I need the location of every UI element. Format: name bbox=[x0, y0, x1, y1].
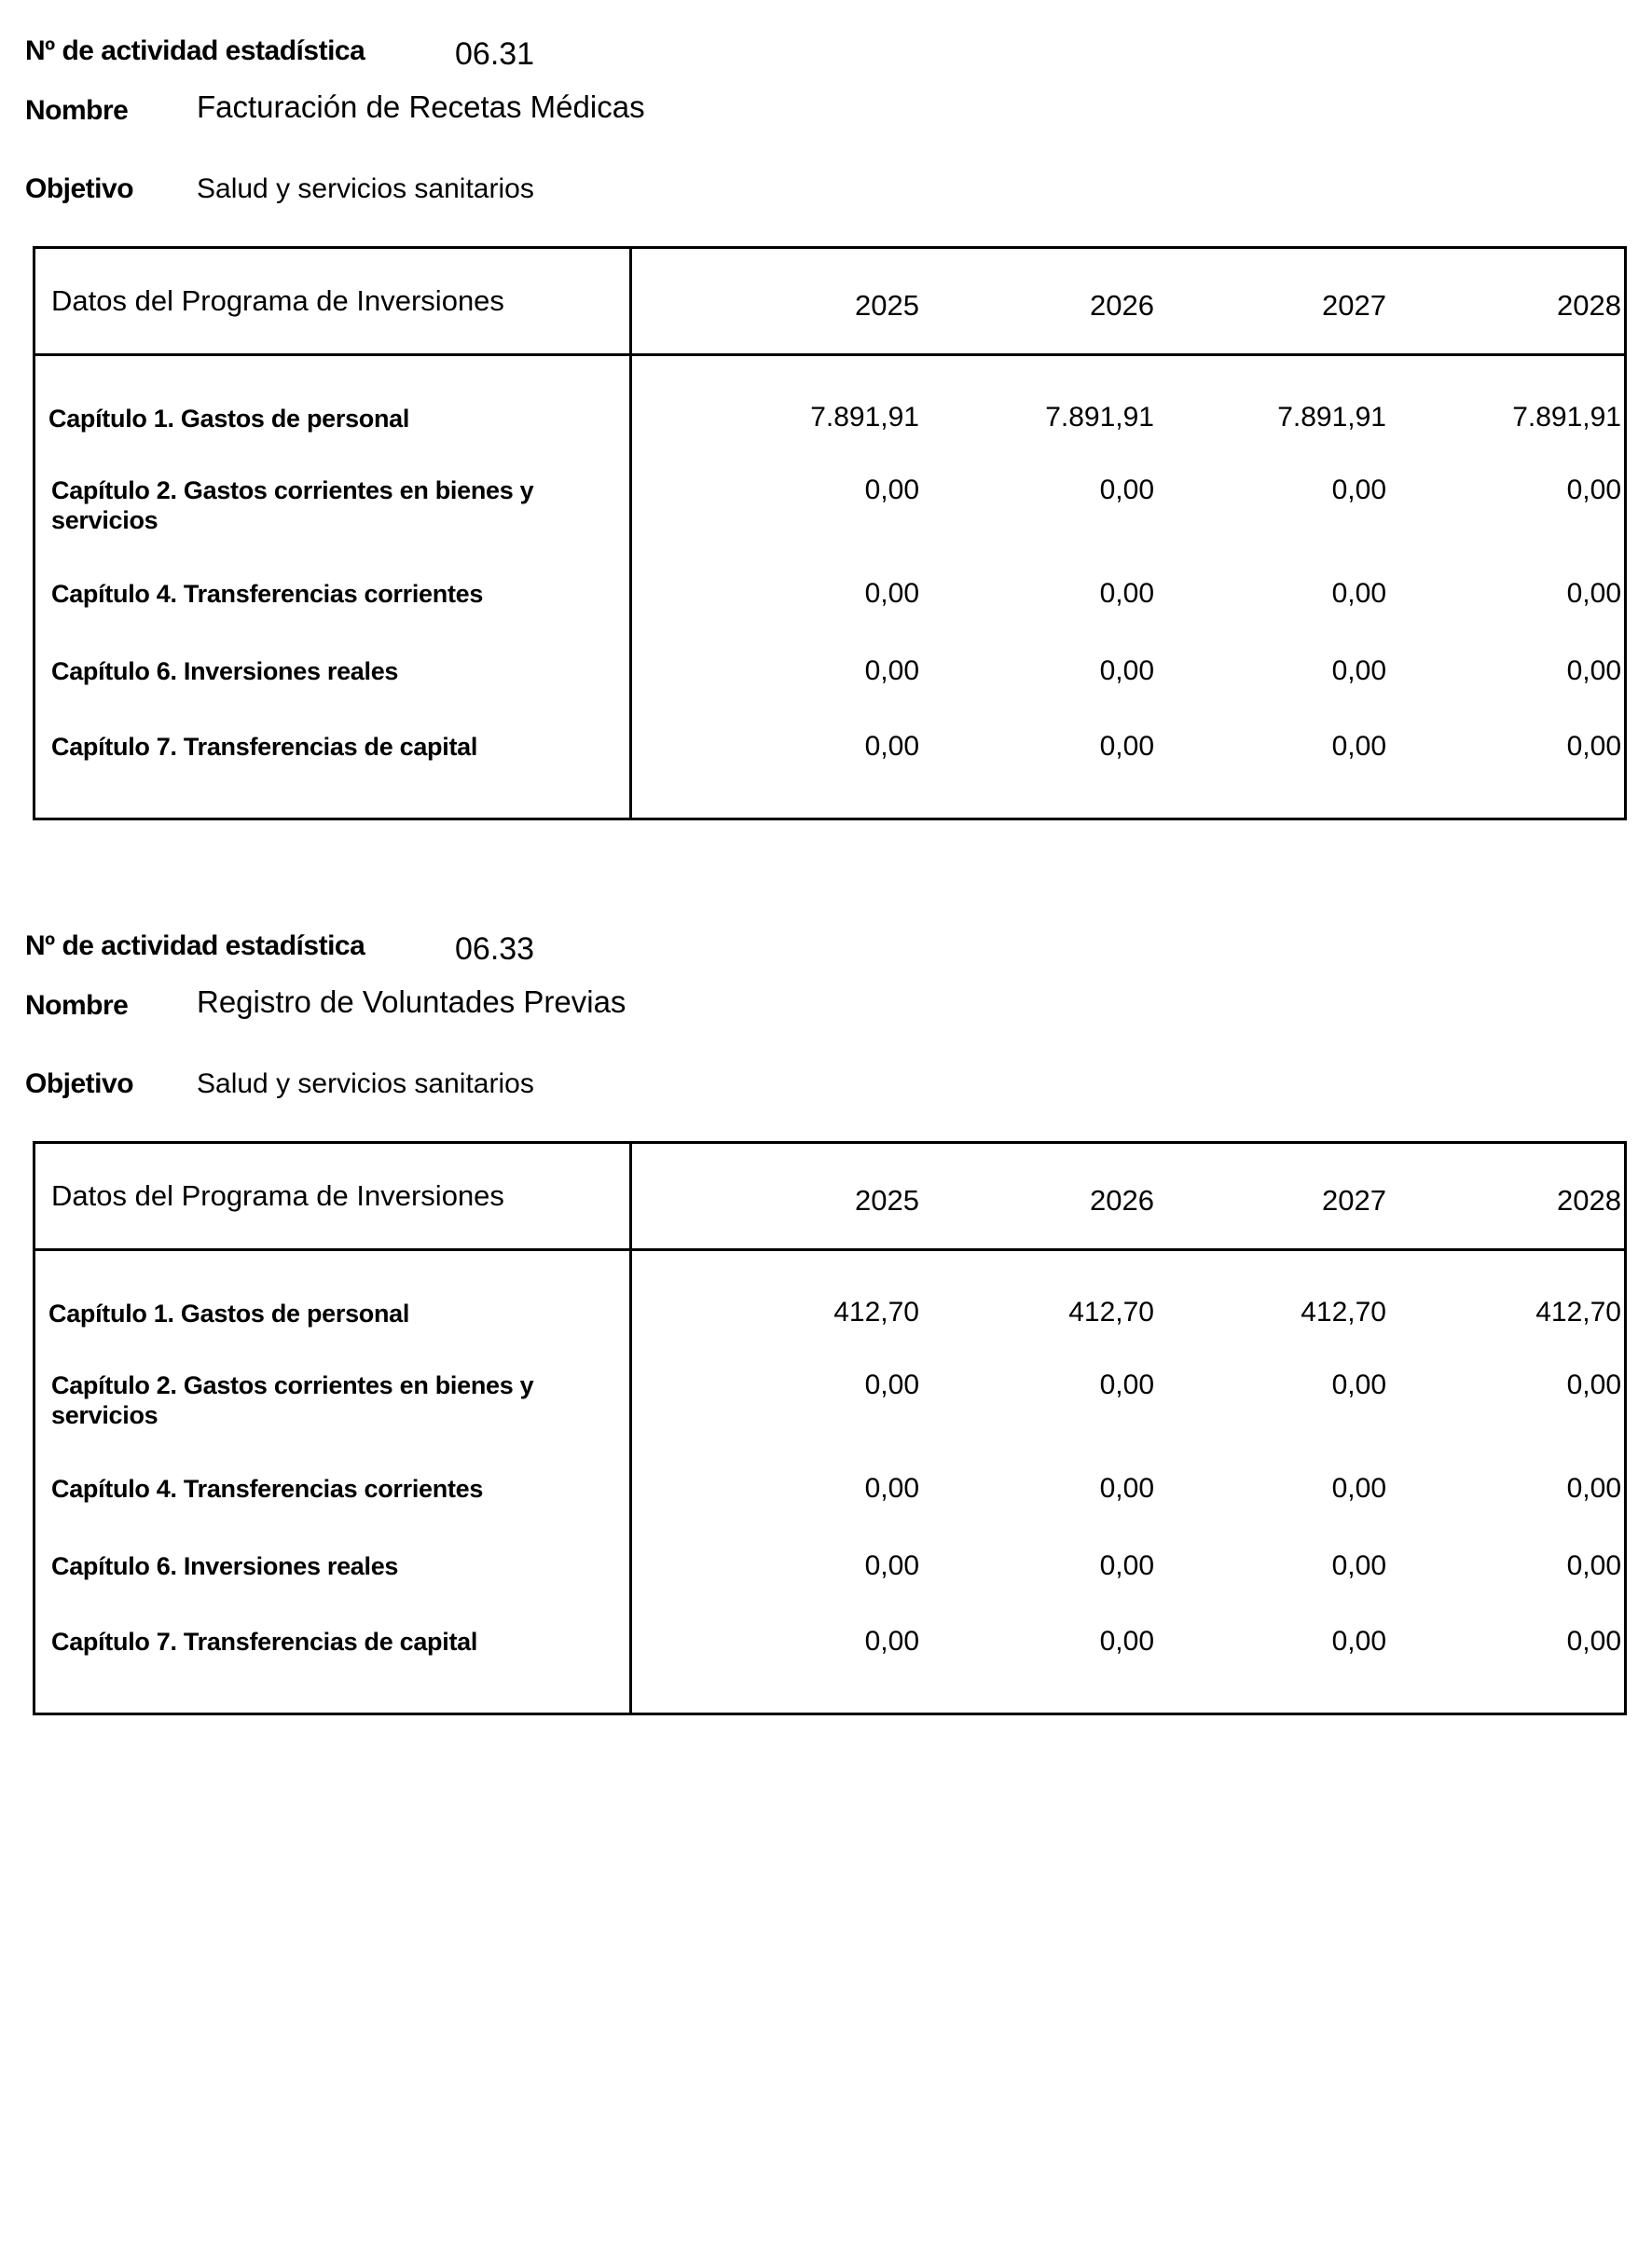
table-cell: 0,00 bbox=[864, 1626, 919, 1657]
objective-label: Objetivo bbox=[25, 1068, 134, 1099]
table-cell: 0,00 bbox=[1099, 578, 1154, 609]
table-cell: 7.891,91 bbox=[1512, 402, 1621, 433]
year-header: 2027 bbox=[1322, 1184, 1386, 1217]
table-cell: 0,00 bbox=[1566, 578, 1621, 609]
table-cell: 0,00 bbox=[1099, 1369, 1154, 1400]
table-cell: 0,00 bbox=[864, 1473, 919, 1504]
table-row-label: Capítulo 4. Transferencias corrientes bbox=[51, 1475, 484, 1503]
activity-section-2 bbox=[0, 895, 1652, 1715]
table-row-label: Capítulo 1. Gastos de personal bbox=[48, 1300, 410, 1328]
table-cell: 0,00 bbox=[1566, 1626, 1621, 1657]
table-header-label: Datos del Programa de Inversiones bbox=[51, 284, 504, 317]
year-header: 2027 bbox=[1322, 289, 1386, 322]
table-cell: 0,00 bbox=[1331, 475, 1386, 505]
table-cell: 0,00 bbox=[1566, 655, 1621, 686]
table-row-label: Capítulo 2. Gastos corrientes en bienes y servicios bbox=[51, 476, 534, 534]
activity-number-value: 06.33 bbox=[455, 931, 535, 967]
table-cell: 0,00 bbox=[1331, 1550, 1386, 1581]
table-cell: 0,00 bbox=[1331, 578, 1386, 609]
activity-number-label: Nº de actividad estadística bbox=[25, 35, 365, 66]
table-cell: 412,70 bbox=[1301, 1297, 1386, 1328]
table-row-label: Capítulo 4. Transferencias corrientes bbox=[51, 580, 484, 608]
table-cell: 412,70 bbox=[833, 1297, 919, 1328]
objective-value: Salud y servicios sanitarios bbox=[197, 173, 534, 204]
name-label: Nombre bbox=[25, 95, 129, 126]
table-row-label: Capítulo 6. Inversiones reales bbox=[51, 1552, 399, 1580]
table-cell: 0,00 bbox=[1099, 1550, 1154, 1581]
table-cell: 0,00 bbox=[1566, 1473, 1621, 1504]
year-header: 2025 bbox=[855, 289, 919, 322]
name-value: Registro de Voluntades Previas bbox=[197, 984, 626, 1019]
table-cell: 0,00 bbox=[864, 475, 919, 505]
table-column-divider bbox=[629, 1144, 632, 1713]
table-cell: 0,00 bbox=[1331, 655, 1386, 686]
year-header: 2026 bbox=[1090, 289, 1154, 322]
table-row-label: Capítulo 1. Gastos de personal bbox=[48, 405, 410, 433]
table-cell: 0,00 bbox=[1099, 731, 1154, 762]
year-header: 2026 bbox=[1090, 1184, 1154, 1217]
table-cell: 7.891,91 bbox=[1277, 402, 1386, 433]
table-cell: 0,00 bbox=[1099, 475, 1154, 505]
table-cell: 412,70 bbox=[1068, 1297, 1154, 1328]
year-header: 2025 bbox=[855, 1184, 919, 1217]
table-row-label: Capítulo 7. Transferencias de capital bbox=[51, 733, 478, 761]
investment-table bbox=[33, 246, 1627, 820]
table-row-label: Capítulo 6. Inversiones reales bbox=[51, 657, 399, 685]
table-cell: 0,00 bbox=[864, 731, 919, 762]
year-header: 2028 bbox=[1557, 1184, 1621, 1217]
table-cell: 7.891,91 bbox=[1045, 402, 1154, 433]
table-cell: 0,00 bbox=[1099, 1473, 1154, 1504]
table-cell: 0,00 bbox=[1566, 475, 1621, 505]
name-value: Facturación de Recetas Médicas bbox=[197, 89, 645, 124]
objective-label: Objetivo bbox=[25, 173, 134, 204]
activity-number-value: 06.31 bbox=[455, 36, 535, 72]
table-cell: 0,00 bbox=[1566, 1550, 1621, 1581]
name-label: Nombre bbox=[25, 990, 129, 1021]
table-cell: 0,00 bbox=[1331, 1369, 1386, 1400]
investment-table bbox=[33, 1141, 1627, 1715]
table-column-divider bbox=[629, 249, 632, 818]
table-cell: 0,00 bbox=[864, 1550, 919, 1581]
table-cell: 0,00 bbox=[1099, 1626, 1154, 1657]
table-cell: 0,00 bbox=[1331, 1473, 1386, 1504]
activity-section-1 bbox=[0, 0, 1652, 820]
year-header: 2028 bbox=[1557, 289, 1621, 322]
table-cell: 7.891,91 bbox=[810, 402, 919, 433]
table-cell: 0,00 bbox=[1331, 731, 1386, 762]
table-header-divider bbox=[35, 1248, 1624, 1251]
table-cell: 0,00 bbox=[864, 1369, 919, 1400]
table-cell: 0,00 bbox=[864, 578, 919, 609]
table-row-label: Capítulo 2. Gastos corrientes en bienes y servicios bbox=[51, 1371, 534, 1429]
table-cell: 0,00 bbox=[1331, 1626, 1386, 1657]
table-cell: 412,70 bbox=[1535, 1297, 1621, 1328]
table-row-label: Capítulo 7. Transferencias de capital bbox=[51, 1628, 478, 1656]
table-cell: 0,00 bbox=[864, 655, 919, 686]
table-cell: 0,00 bbox=[1099, 655, 1154, 686]
table-cell: 0,00 bbox=[1566, 1369, 1621, 1400]
activity-number-label: Nº de actividad estadística bbox=[25, 930, 365, 961]
table-cell: 0,00 bbox=[1566, 731, 1621, 762]
objective-value: Salud y servicios sanitarios bbox=[197, 1068, 534, 1099]
table-header-divider bbox=[35, 353, 1624, 356]
table-header-label: Datos del Programa de Inversiones bbox=[51, 1179, 504, 1212]
